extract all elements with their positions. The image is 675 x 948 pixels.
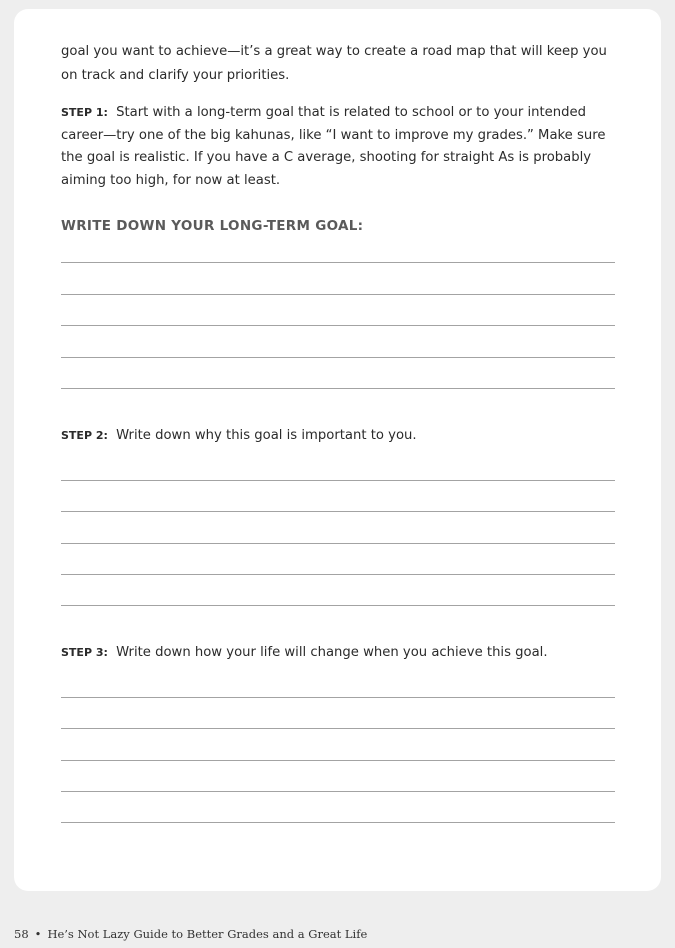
- book-title: He’s Not Lazy Guide to Better Grades and a Great Life: [47, 927, 368, 941]
- intro-paragraph: goal you want to achieve—it’s a great way to create a road map that will keep you on track and clarify your priorities.: [61, 44, 607, 83]
- long-term-goal-heading: WRITE DOWN YOUR LONG-TERM GOAL:: [61, 218, 364, 234]
- step-3-line-2[interactable]: [61, 728, 615, 729]
- step-3-line-3[interactable]: [61, 760, 615, 761]
- step-2-line-4[interactable]: [61, 574, 615, 575]
- step-2-label: STEP 2:: [61, 429, 108, 442]
- page-number: 58: [14, 927, 29, 941]
- page-footer: [14, 927, 367, 941]
- step-2-line-5[interactable]: [61, 605, 615, 606]
- step-1-label: STEP 1:: [61, 106, 108, 119]
- step-2-paragraph: [61, 425, 615, 448]
- step-3-line-5[interactable]: [61, 822, 615, 823]
- step-3-paragraph: [61, 642, 615, 665]
- worksheet-card: [14, 9, 661, 891]
- step-3-line-1[interactable]: [61, 697, 615, 698]
- step-2-line-1[interactable]: [61, 480, 615, 481]
- footer-separator: •: [34, 927, 42, 941]
- long-term-goal-line-2[interactable]: [61, 294, 615, 295]
- step-2-line-2[interactable]: [61, 511, 615, 512]
- long-term-goal-line-1[interactable]: [61, 262, 615, 263]
- long-term-goal-line-5[interactable]: [61, 388, 615, 389]
- long-term-goal-line-4[interactable]: [61, 357, 615, 358]
- step-3-label: STEP 3:: [61, 646, 108, 659]
- step-1-paragraph: [61, 102, 615, 192]
- step-3-line-4[interactable]: [61, 791, 615, 792]
- long-term-goal-line-3[interactable]: [61, 325, 615, 326]
- step-1-text: Start with a long-term goal that is related to school or to your intended career—try one of the big kahunas, like “I want to improve my grades.” Make sure the goal is realistic. If you have a C average, shooting for straight As is probably aiming too high, for now at least.: [61, 105, 606, 188]
- step-2-text: Write down why this goal is important to you.: [116, 428, 417, 443]
- step-2-line-3[interactable]: [61, 543, 615, 544]
- step-3-text: Write down how your life will change when you achieve this goal.: [116, 645, 548, 660]
